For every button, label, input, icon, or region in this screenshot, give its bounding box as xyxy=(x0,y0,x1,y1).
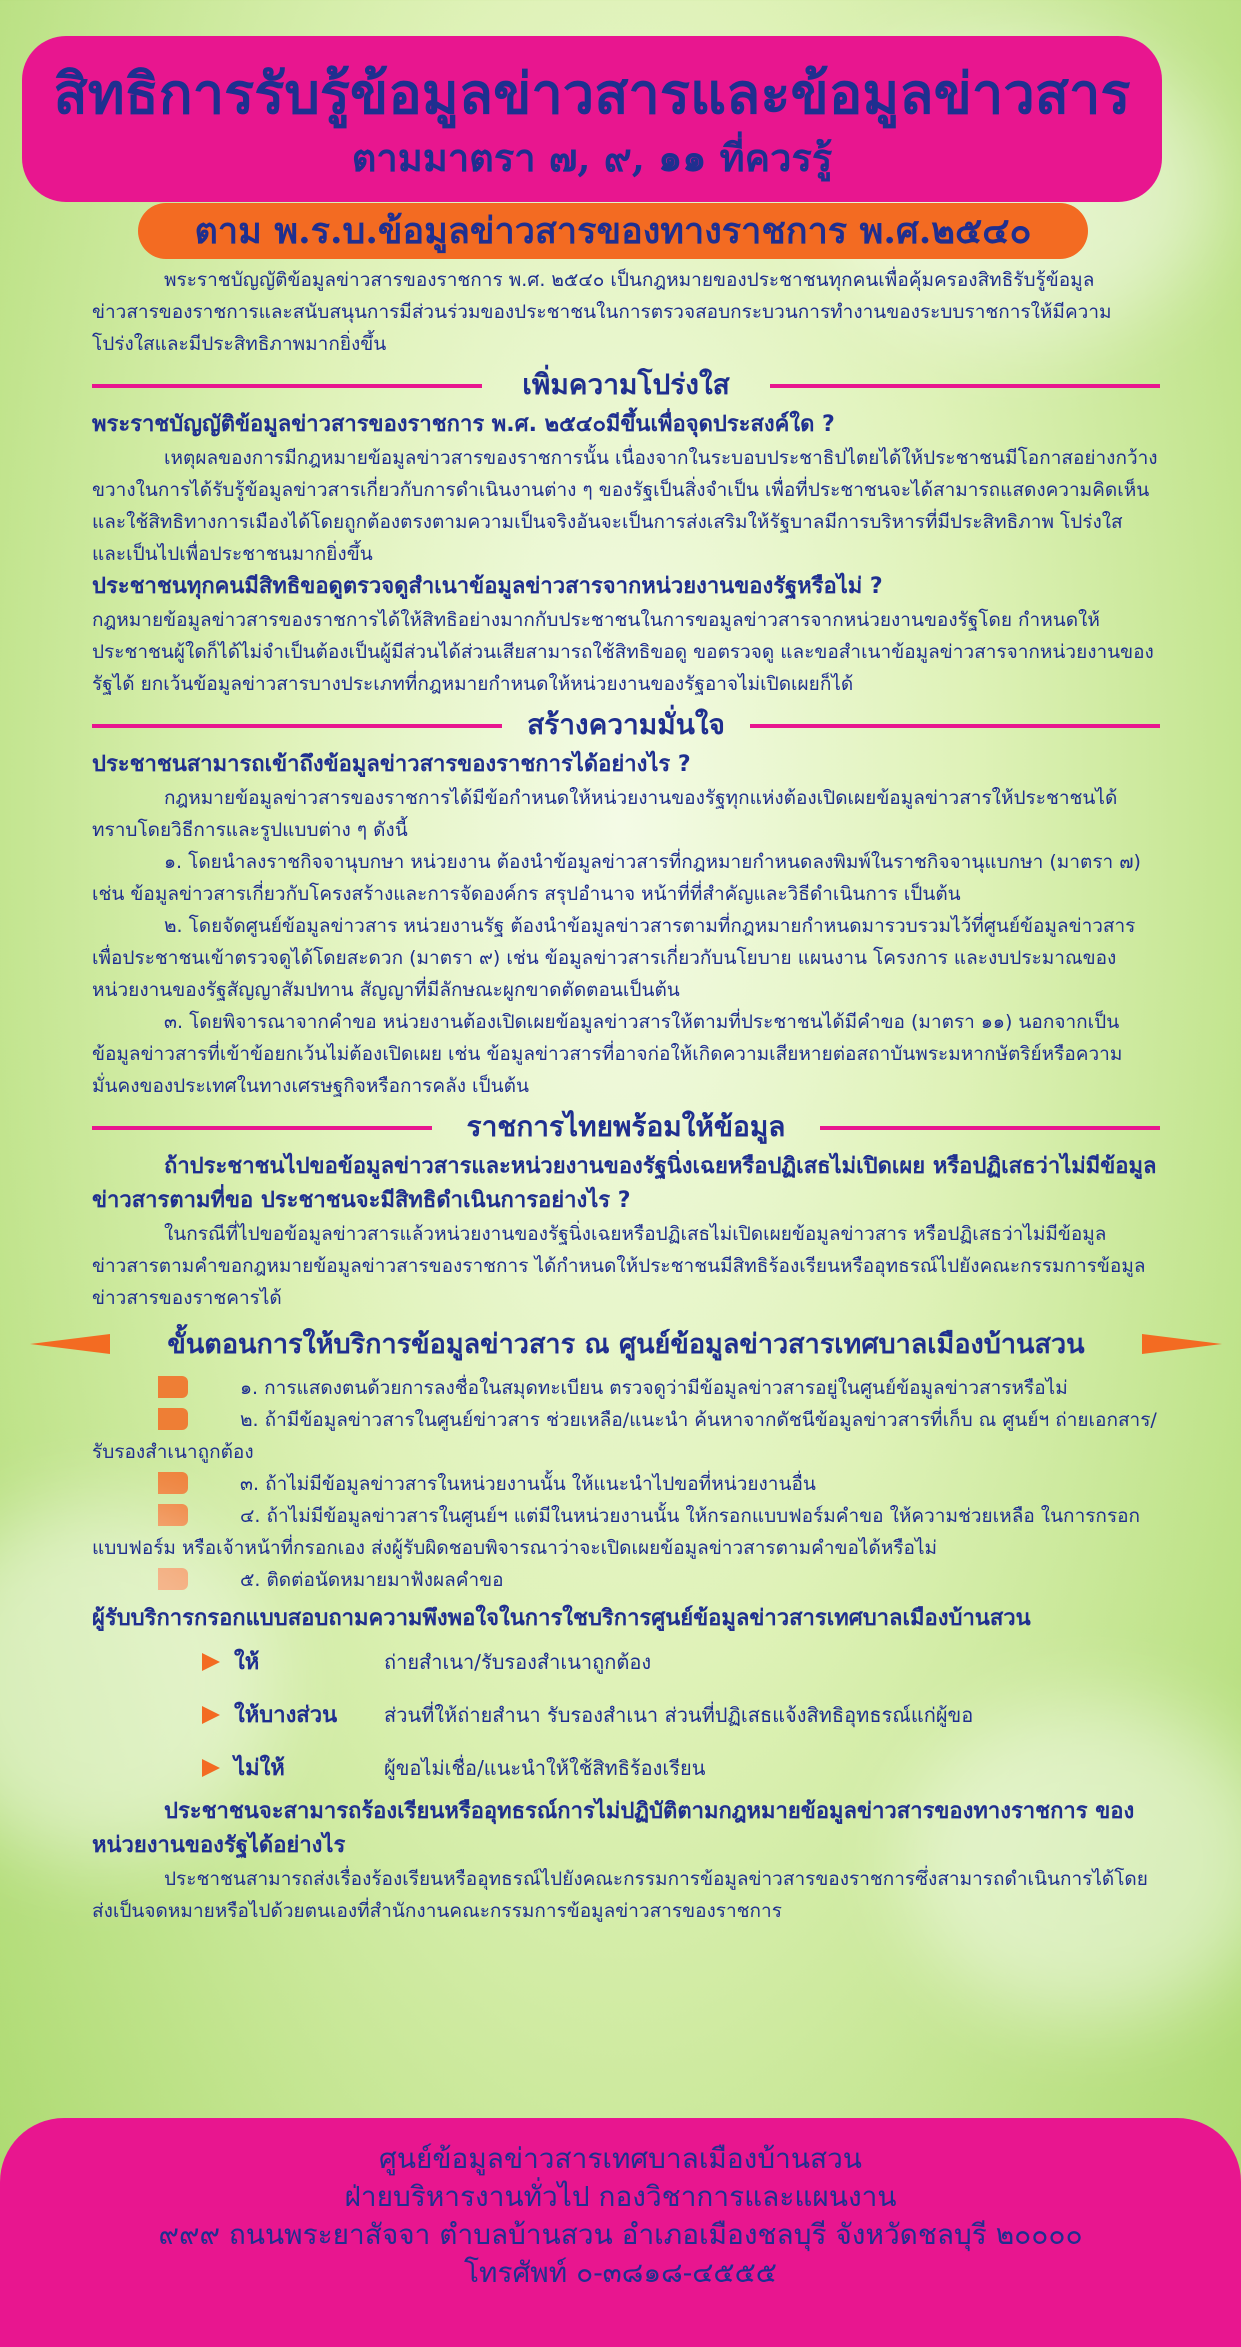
footer-address: ๙๙๙ ถนนพระยาสัจจา ตำบลบ้านสวน อำเภอเมืองชลบุรี จังหวัดชลบุรี ๒๐๐๐๐ xyxy=(158,2218,1083,2251)
footer-org: ศูนย์ข้อมูลข่าวสารเทศบาลเมืองบ้านสวน xyxy=(379,2142,862,2175)
list-item: ๑. โดยนำลงราชกิจจานุบกษา หน่วยงาน ต้องนำข้อมูลข่าวสารที่กฎหมายกำหนดลงพิมพ์ในราชกิจจานุแบกษา (มาตรา ๗) เช่น ข้อมูลข่าวสารเกี่ยวกับโครงสร้างและการจัดองค์กร สรุปอำนาจ หน้าที่ที่สำคัญและวิธีดำเนินการ เป็นต้น xyxy=(92,851,1141,905)
option-label: ไม่ให้ xyxy=(234,1756,285,1781)
step-number: ๑. xyxy=(164,1372,258,1404)
page-subtitle: ตามมาตรา ๗, ๙, ๑๑ ที่ควรรู้ xyxy=(351,135,833,180)
section-heading: ราชการไทยพร้อมให้ข้อมูล xyxy=(466,1110,786,1143)
arrow-right-icon xyxy=(1142,1334,1222,1354)
answer-paragraph: ประชาชนสามารถส่งเรื่องร้องเรียนหรืออุทธรณ์ไปยังคณะกรรมการข้อมูลข่าวสารของราชการซึ่งสามารถดำเนินการได้โดยส่งเป็นจดหมายหรือไปด้วยตนเองที่สำนักงานคณะกรรมการข้อมูลข่าวสารของราชการ xyxy=(92,1868,1148,1922)
step-text: ถ้ามีข้อมูลข่าวสารในศูนย์ข่าวสาร ช่วยเหลือ/แนะนำ ค้นหาจากดัชนีข้อมูลข่าวสารที่เก็บ ณ ศูนย์ฯ ถ่ายเอกสาร/รับรองสำเนาถูกต้อง xyxy=(92,1409,1157,1463)
survey-option xyxy=(92,1742,1160,1795)
question-heading: ประชาชนทุกคนมีสิทธิขอดูตรวจดูสำเนาข้อมูลข่าวสารจากหน่วยงานของรัฐหรือไม่ ? xyxy=(92,574,883,599)
question-heading: ประชาชนสามารถเข้าถึงข้อมูลข่าวสารของราชการได้อย่างไร ? xyxy=(92,752,691,777)
act-banner: ตาม พ.ร.บ.ข้อมูลข่าวสารของทางราชการ พ.ศ.๒๕๔๐ xyxy=(138,203,1088,259)
arrow-right-icon xyxy=(202,1653,220,1671)
steps-title: ขั้นตอนการให้บริการข้อมูลข่าวสาร ณ ศูนย์ข้อมูลข่าวสารเทศบาลเมืองบ้านสวน xyxy=(167,1329,1085,1360)
section-heading: เพิ่มความโปร่งใส xyxy=(522,368,730,401)
answer-paragraph: กฎหมายข้อมูลข่าวสารของราชการได้มีข้อกำหนดให้หน่วยงานของรัฐทุกแห่งต้องเปิดเผยข้อมูลข่าวสารให้ประชาชนได้ทราบโดยวิธีการและรูปแบบต่าง ๆ ดังนี้ xyxy=(92,787,1118,841)
list-item: ๒. โดยจัดศูนย์ข้อมูลข่าวสาร หน่วยงานรัฐ ต้องนำข้อมูลข่าวสารตามที่กฎหมายกำหนดมารวบรวมไว้ที่ศูนย์ข้อมูลข่าวสารเพื่อประชาชนเข้าตรวจดูได้โดยสะดวก (มาตรา ๙) เช่น ข้อมูลข่าวสารเกี่ยวกับนโยบาย แผนงาน โครงการ และงบประมาณของหน่วยงานของรัฐสัญญาสัมปทาน สัญญาที่มีลักษณะผูกขาดตัดตอนเป็นต้น xyxy=(92,915,1136,1001)
answer-paragraph: กฎหมายข้อมูลข่าวสารของราชการได้ให้สิทธิอย่างมากกับประชาชนในการขอมูลข่าวสารจากหน่วยงานของรัฐโดย กำหนดให้ประชาชนผู้ใดก็ได้ไม่จำเป็นต้องเป็นผู้มีส่วนได้ส่วนเสียสามารถใช้สิทธิขอดู ขอตรวจดู และขอสำเนาข้อมูลข่าวสารจากหน่วยงานของรัฐได้ ยกเว้นข้อมูลข่าวสารบางประเภทที่กฎหมายกำหนดให้หน่วยงานของรัฐอาจไม่เปิดเผยก็ได้ xyxy=(92,609,1154,695)
page-title: สิทธิการรับรู้ข้อมูลข่าวสารและข้อมูลข่าวสาร xyxy=(53,61,1131,127)
section-divider xyxy=(92,364,1160,406)
step-text: ถ้าไม่มีข้อมูลข่าวสารในหน่วยงานนั้น ให้แนะนำไปขอที่หน่วยงานอื่น xyxy=(265,1473,816,1495)
step-item xyxy=(92,1564,1160,1596)
steps-title-bar xyxy=(30,1322,1222,1368)
step-number: ๓. xyxy=(164,1468,259,1500)
option-detail: ส่วนที่ให้ถ่ายสำนา รับรองสำเนา ส่วนที่ปฏิเสธแจ้งสิทธิอุทธรณ์แก่ผู้ขอ xyxy=(384,1703,974,1727)
section-heading: สร้างความมั่นใจ xyxy=(527,708,725,741)
step-number: ๕. xyxy=(164,1564,260,1596)
section-divider xyxy=(92,1106,1160,1148)
option-detail: ผู้ขอไม่เชื่อ/แนะนำให้ใช้สิทธิร้องเรียน xyxy=(384,1756,706,1780)
step-number: ๒. xyxy=(164,1404,259,1436)
answer-paragraph: เหตุผลของการมีกฎหมายข้อมูลข่าวสารของราชการนั้น เนื่องจากในระบอบประชาธิปไตยได้ให้ประชาชนมีโอกาสอย่างกว้างขวางในการได้รับรู้ข้อมูลข่าวสารเกี่ยวกับการดำเนินงานต่าง ๆ ของรัฐเป็นสิ่งจำเป็น เพื่อที่ประชาชนจะได้สามารถแสดงความคิดเห็นและใช้สิทธิทางการเมืองได้โดยถูกต้องตรงตามความเป็นจริงอันจะเป็นการส่งเสริมให้รัฐบาลมีการบริหารที่มีประสิทธิภาพ โปร่งใส และเป็นไปเพื่อประชาชนมากยิ่งขึ้น xyxy=(92,447,1158,565)
survey-title: ผู้รับบริการกรอกแบบสอบถามความพึงพอใจในการใชบริการศูนย์ข้อมูลข่าวสารเทศบาลเมืองบ้านสวน xyxy=(92,1606,1031,1631)
step-number: ๔. xyxy=(164,1500,260,1532)
section-divider xyxy=(92,704,1160,746)
main-content xyxy=(92,264,1160,1927)
arrow-right-icon xyxy=(202,1759,220,1777)
question-heading: พระราชบัญญัติข้อมูลข่าวสารของราชการ พ.ศ. ๒๕๔๐มีขึ้นเพื่อจุดประสงค์ใด ? xyxy=(92,412,835,437)
footer-contact xyxy=(0,2118,1241,2347)
arrow-right-icon xyxy=(202,1706,220,1724)
step-text: ติดต่อนัดหมายมาฟังผลคำขอ xyxy=(266,1569,504,1591)
option-label: ให้บางส่วน xyxy=(234,1703,338,1728)
survey-option xyxy=(92,1636,1160,1689)
step-text: ถ้าไม่มีข้อมูลข่าวสารในศูนย์ฯ แต่มีในหน่วยงานนั้น ให้กรอกแบบฟอร์มคำขอ ให้ความช่วยเหลือ ในการกรอกแบบฟอร์ม หรือเจ้าหน้าที่กรอกเอง ส่งผู้รับผิดชอบพิจารณาว่าจะเปิดเผยข้อมูลข่าวสารตามคำขอได้หรือไม่ xyxy=(92,1505,1141,1559)
intro-paragraph: พระราชบัญญัติข้อมูลข่าวสารของราชการ พ.ศ. ๒๕๔๐ เป็นกฎหมายของประชาชนทุกคนเพื่อคุ้มครองสิทธิรับรู้ข้อมูลข่าวสารของราชการและสนับสนุนการมีส่วนร่วมของประชาชนในการตรวจสอบกระบวนการทำงานของระบบราชการให้มีความโปร่งใสและมีประสิทธิภาพมากยิ่งขึ้น xyxy=(92,269,1112,355)
survey-option xyxy=(92,1689,1160,1742)
step-item xyxy=(92,1404,1160,1468)
option-label: ให้ xyxy=(234,1650,260,1675)
step-item xyxy=(92,1372,1160,1404)
footer-division: ฝ่ายบริหารงานทั่วไป กองวิชาการและแผนงาน xyxy=(344,2180,897,2213)
option-detail: ถ่ายสำเนา/รับรองสำเนาถูกต้อง xyxy=(384,1650,652,1674)
step-text: การแสดงตนด้วยการลงชื่อในสมุดทะเบียน ตรวจดูว่ามีข้อมูลข่าวสารอยู่ในศูนย์ข้อมูลข่าวสารหรือไม่ xyxy=(264,1377,1068,1399)
list-item: ๓. โดยพิจารณาจากคำขอ หน่วยงานต้องเปิดเผยข้อมูลข่าวสารให้ตามที่ประชาชนได้มีคำขอ (มาตรา ๑๑) นอกจากเป็นข้อมูลข่าวสารที่เข้าข้อยกเว้นไม่ต้องเปิดเผย เช่น ข้อมูลข่าวสารที่อาจก่อให้เกิดความเสียหายต่อสถาบันพระมหากษัตริย์หรือความมั่นคงของประเทศในทางเศรษฐกิจหรือการคลัง เป็นต้น xyxy=(92,1011,1123,1097)
answer-paragraph: ในกรณีที่ไปขอข้อมูลข่าวสารแล้วหน่วยงานของรัฐนิ่งเฉยหรือปฏิเสธไม่เปิดเผยข้อมูลข่าวสาร หรือปฏิเสธว่าไม่มีข้อมูลข่าวสารตามคำขอกฎหมายข้อมูลข่าวสารของราชการ ได้กำหนดให้ประชาชนมีสิทธิร้องเรียนหรืออุทธรณ์ไปยังคณะกรรมการข้อมูลข่าวสารของราชคารได้ xyxy=(92,1223,1146,1309)
arrow-left-icon xyxy=(30,1334,110,1354)
step-item xyxy=(92,1500,1160,1564)
question-heading: ถ้าประชาชนไปขอข้อมูลข่าวสารและหน่วยงานของรัฐนิ่งเฉยหรือปฏิเสธไม่เปิดเผย หรือปฏิเสธว่าไม่มีข้อมูลข่าวสารตามที่ขอ ประชาชนจะมีสิทธิดำเนินการอย่างไร ? xyxy=(92,1154,1157,1213)
question-heading: ประชาชนจะสามารถร้องเรียนหรืออุทธรณ์การไม่ปฏิบัติตามกฎหมายข้อมูลข่าวสารของทางราชการ ของหน่วยงานของรัฐได้อย่างไร xyxy=(92,1799,1135,1858)
footer-phone: โทรศัพท์ ๐-๓๘๑๘-๔๕๕๕ xyxy=(463,2256,778,2289)
step-item xyxy=(92,1468,1160,1500)
title-banner xyxy=(22,36,1162,202)
